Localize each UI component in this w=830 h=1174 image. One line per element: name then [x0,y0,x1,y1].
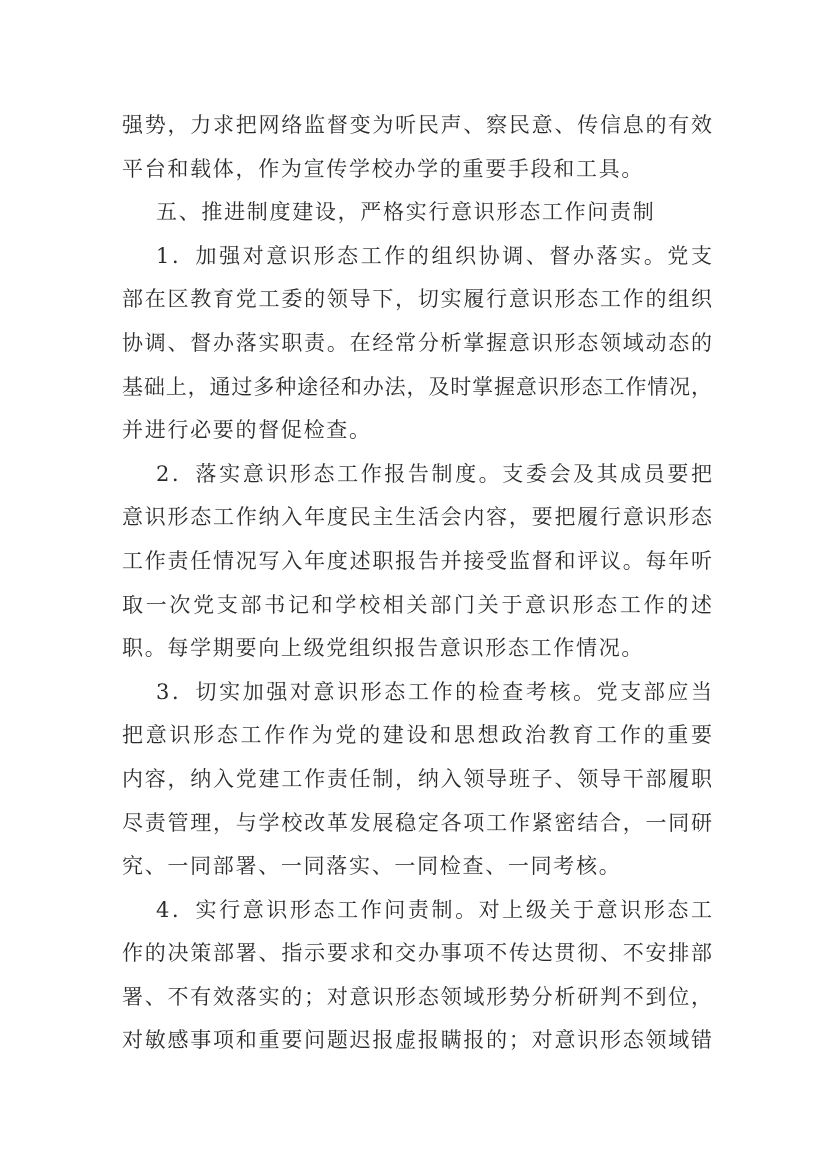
text-line: 尽责管理，与学校改革发展稳定各项工作紧密结合，一同研 [122,810,712,835]
text-line: 平台和载体，作为宣传学校办学的重要手段和工具。 [122,156,645,181]
text-line: 取一次党支部书记和学校相关部门关于意识形态工作的述 [122,592,712,617]
section-heading: 五、推进制度建设，严格实行意识形态工作问责制 [156,200,656,225]
text-line: 把意识形态工作作为党的建设和思想政治教育工作的重要 [122,723,712,748]
text-line: 协调、督办落实职责。在经常分析掌握意识形态领域动态的 [122,330,712,355]
text-line: 作的决策部署、指示要求和交办事项不传达贯彻、不安排部 [122,941,712,966]
text-line: 职。每学期要向上级党组织报告意识形态工作情况。 [122,636,645,661]
text-line: 工作责任情况写入年度述职报告并接受监督和评议。每年听 [122,548,712,573]
text-line: 基础上，通过多种途径和办法，及时掌握意识形态工作情况， [122,374,712,399]
document-page [122,104,712,1063]
text-line: 4．实行意识形态工作问责制。对上级关于意识形态工 [156,897,712,922]
text-line: 部在区教育党工委的领导下，切实履行意识形态工作的组织 [122,287,712,312]
text-line: 署、不有效落实的；对意识形态领域形势分析研判不到位， [122,984,712,1009]
text-line: 对敏感事项和重要问题迟报虚报瞒报的；对意识形态领域错 [122,1028,712,1053]
text-line: 意识形态工作纳入年度民主生活会内容，要把履行意识形态 [122,505,712,530]
text-line: 并进行必要的督促检查。 [122,418,372,443]
text-line: 强势，力求把网络监督变为听民声、察民意、传信息的有效 [122,113,712,137]
text-line: 2．落实意识形态工作报告制度。支委会及其成员要把 [156,461,712,486]
text-line: 究、一同部署、一同落实、一同检查、一同考核。 [122,854,622,879]
text-line: 3．切实加强对意识形态工作的检查考核。党支部应当 [156,679,712,704]
text-line: 1．加强对意识形态工作的组织协调、督办落实。党支 [156,243,712,268]
text-line: 内容，纳入党建工作责任制，纳入领导班子、领导干部履职 [122,766,712,791]
